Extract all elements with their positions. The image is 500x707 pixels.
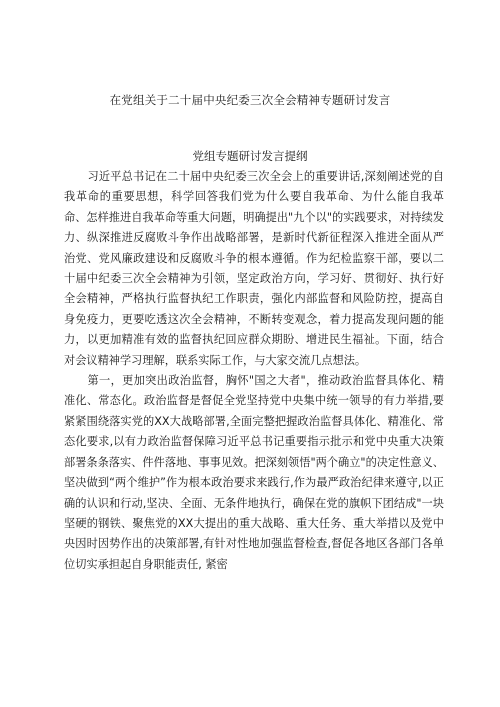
paragraph-first-point: 第一，更加突出政治监督，胸怀"国之大者"，推动政治监督具体化、精准化、常态化。政治监督是督促全党坚持党中央集中统一领导的有力举措,要紧紧围绕落实党的XX大战略部署,全面完整把握政治监督具体化、精准化、常态化要求,以有力政治监督保障习近平总书记重要指示批示和党中央重大决策部署条条落实、件件落地、事事见效。把深刻领悟"两个确立"的决定性意义、坚决做到“两个维护”作为根本政治要求来践行,作为最严政治纪律来遵守,以正确的认识和行动,坚决、全面、无条件地执行，确保在党的旗帜下团结成"一块坚硬的钢铁、聚焦党的XX大提出的重大战略、重大任务、重大举措以及党中央因时因势作出的决策部署,有针对性地加强监督检查,督促各地区各部门各单位切实承担起自身职能责任, 紧密: [64, 374, 444, 571]
document-title: 在党组关于二十届中央纪委三次全会精神专题研讨发言: [109, 93, 391, 107]
document-subtitle: 党组专题研讨发言提纲: [192, 149, 308, 163]
paragraph-intro: 习近平总书记在二十届中央纪委三次全会上的重要讲话,深刻阐述党的自我革命的重要思想，科学回答我们党为什么要自我革命、为什么能自我革命、怎样推进自我革命等重大问题，明确提出"九个以"的实践要求，对持续发力、纵深推进反腐败斗争作出战略部署，是新时代新征程深入推进全面从严治党、党风廉政建设和反腐败斗争的根本遵循。作为纪检监察干部，要以二十届中纪委三次全会精神为引领，坚定政治方向，学习好、贯彻好、执行好全会精神，严格执行监督执纪工作职责，强化内部监督和风险防控，提高自身免疫力，更要吃透这次全会精神，不断转变观念，着力提高发现问题的能力，以更加精准有效的监督执纪回应群众期盼、增进民生福祉。下面，结合对会议精神学习理解，联系实际工作，与大家交流几点想法。: [64, 170, 444, 367]
document-body: [64, 167, 444, 575]
